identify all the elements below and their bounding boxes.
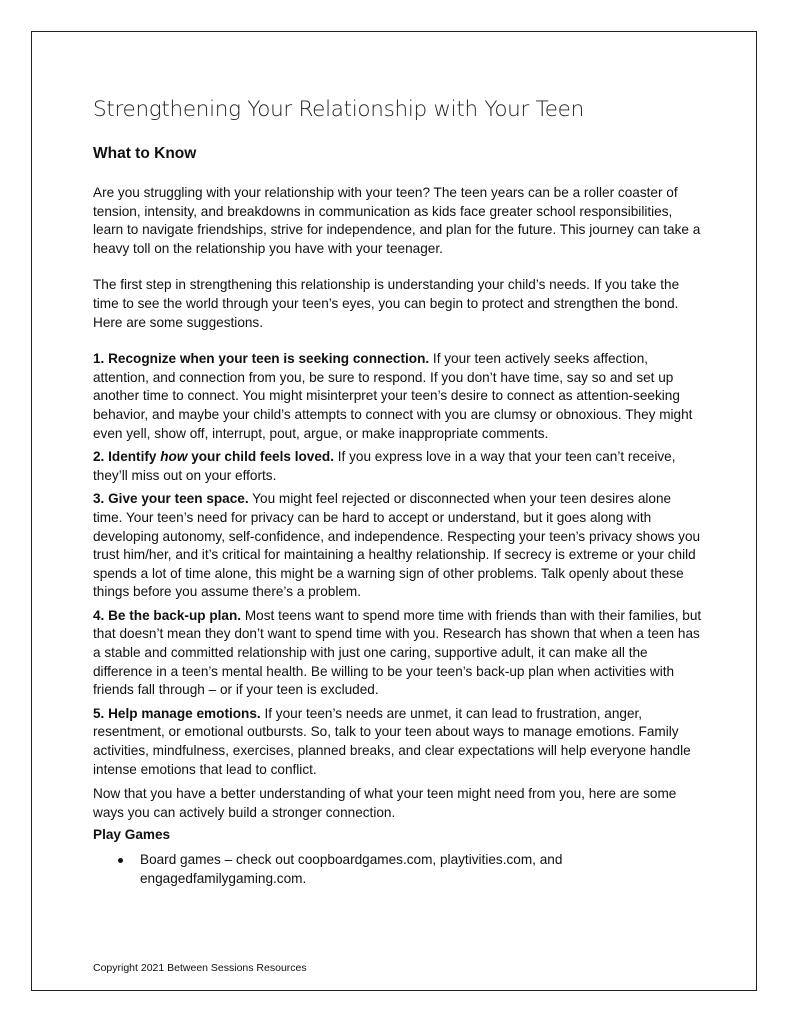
tip-1 [93,350,703,443]
tip-4-heading: 4. Be the back-up plan. [93,607,242,623]
sub-heading-play-games: Play Games [93,827,171,843]
intro-paragraph-1: Are you struggling with your relationship with your teen? The teen years can be a roller coaster of tension, intensity, and breakdowns in communication as kids face greater school responsibilities, learn to navigate friendships, strive for independence, and plan for the future. This journey can take a heavy toll on the relationship you have with your teenager. [93,185,701,256]
outro-paragraph: Now that you have a better understanding of what your teen might need from you, here are some ways you can actively build a stronger connection. [93,786,677,820]
tip-4 [93,607,703,700]
intro-paragraph-2: The first step in strengthening this relationship is understanding your child’s needs. If you take the time to see the world through your teen’s eyes, you can begin to protect and strengthen the bond. Here are some suggestions. [93,277,680,330]
tip-2 [93,448,703,485]
section-heading: What to Know [93,145,197,162]
bullet-icon [118,858,123,863]
bullet-list [93,851,703,888]
list-item-text: Board games – check out coopboardgames.com, playtivities.com, and engagedfamilygaming.com. [140,852,563,886]
tip-2-heading-emphasis: how [160,449,188,465]
tip-3 [93,490,703,602]
list-item [93,851,703,888]
copyright-footer: Copyright 2021 Between Sessions Resources [93,962,307,974]
tip-5-text: If your teen’s needs are unmet, it can lead to frustration, anger, resentment, or emotional outbursts. So, talk to your teen about ways to manage emotions. Family activities, mindfulness, exercises, planned breaks, and clear expectations will help everyone handle intense emotions that lead to conflict. [93,705,691,777]
tip-3-text: You might feel rejected or disconnected when your teen desires alone time. Your teen’s need for privacy can be hard to accept or understand, but it goes along with developing autonomy, self-confidence, and independence. Respecting your teen’s privacy shows you trust him/her, and it’s critical for maintaining a healthy relationship. If secrecy is extreme or your child spends a lot of time alone, this might be a warning sign of other problems. Talk openly about these things before you assume there’s a problem. [93,491,701,600]
document-body [93,96,703,888]
tip-2-heading-start: 2. Identify [93,449,161,465]
tip-5 [93,705,703,779]
tip-2-heading [93,449,334,464]
document-title: Strengthening Your Relationship with Your Teen [93,97,584,122]
tip-1-text: If your teen actively seeks affection, attention, and connection from you, be sure to respond. If you don’t have time, say so and set up another time to connect. You might misinterpret your teen’s desire to connect as attention-seeking behavior, and maybe your child’s attempts to connect with you are clumsy or obnoxious. They might even yell, show off, interrupt, pout, argue, or make inappropriate comments. [93,351,693,441]
tip-2-heading-end: your child feels loved. [187,449,334,465]
tip-1-heading: 1. Recognize when your teen is seeking connection. [93,351,430,367]
tip-4-text: Most teens want to spend more time with friends than with their families, but that doesn’t mean they don’t want to spend time with you. Research has shown that when a teen has a stable and committed relationship with just one caring, supportive adult, it can make all the difference in a teen’s mental health. Be willing to be your teen’s back-up plan when activities with friends fall through – or if your teen is excluded. [93,607,702,698]
tip-3-heading: 3. Give your teen space. [93,491,249,507]
tip-5-heading: 5. Help manage emotions. [93,705,261,721]
tip-2-text: If you express love in a way that your teen can’t receive, they’ll miss out on your efforts. [93,449,676,483]
